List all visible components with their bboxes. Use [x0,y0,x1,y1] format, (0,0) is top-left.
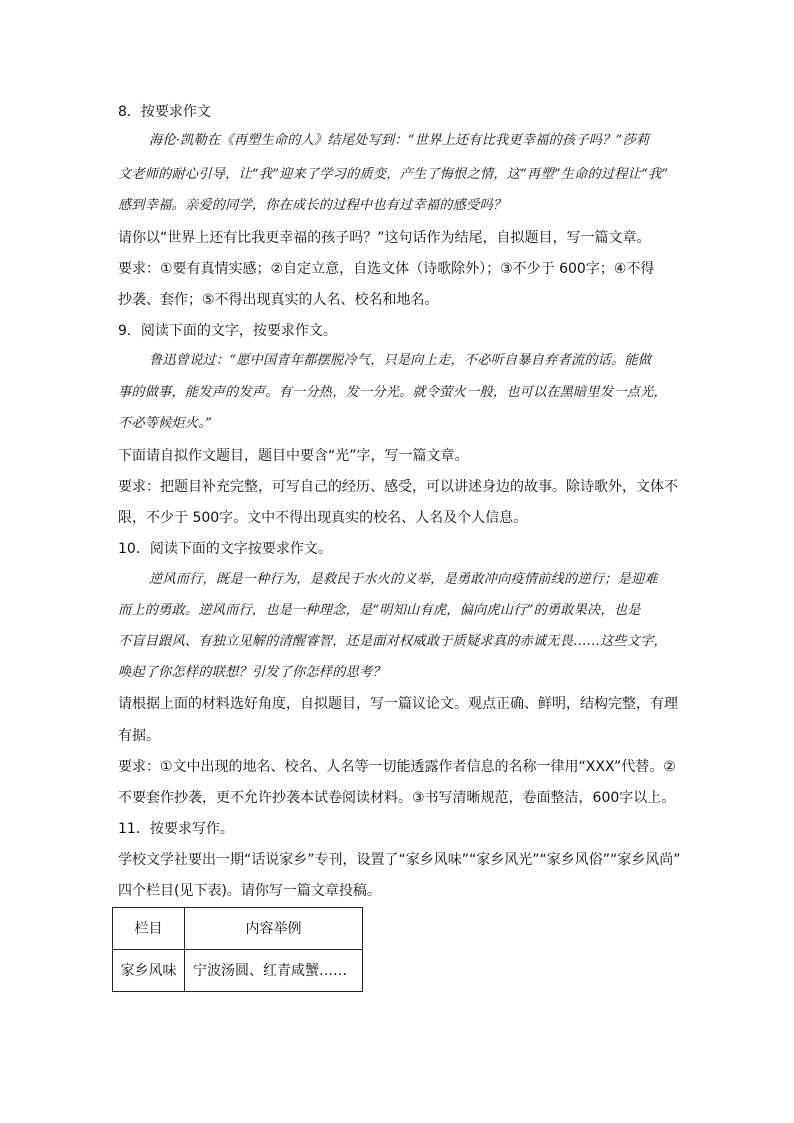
q11-body-line-1: 学校文学社要出一期“话说家乡”专刊，设置了“家乡风味”“家乡风光”“家乡风俗”“家乡风尚” [118,852,681,868]
q9-quote-line-2: 事的做事，能发声的发声。有一分热，发一分光。就令萤火一般，也可以在黑暗里发一点光， [118,385,667,400]
table-header-cell: 内容举例 [185,908,363,950]
q10-requirement-line-1: 要求：①文中出现的地名、校名、人名等一切能透露作者信息的名称一律用“XXX”代替。② [118,759,676,775]
q9-instruction: 下面请自拟作文题目，题目中要含“光”字，写一篇文章。 [118,448,469,464]
table-header-cell: 栏目 [113,908,185,950]
q10-instruction-line-2: 有据。 [118,728,160,744]
q8-requirement-line-1: 要求：①要有真情实感；②自定立意，自选文体（诗歌除外）；③不少于 600字；④不得 [118,261,655,277]
table-row [113,950,363,992]
q8-quote-line-3: 感到幸福。亲爱的同学，你在成长的过程中也有过幸福的感受吗？ [118,198,507,213]
q10-quote-line-4: 唤起了你怎样的联想？引发了你怎样的思考？ [118,665,386,680]
table-cell: 宁波汤圆、红青咸蟹…… [185,950,363,992]
table-cell: 家乡风味 [113,950,185,992]
q8-quote-line-1: 海伦·凯勒在《再塑生命的人》结尾处写到：“世界上还有比我更幸福的孩子吗？”莎莉 [149,133,650,148]
q10-title: 10．阅读下面的文字按要求作文。 [118,541,332,557]
q8-quote-line-2: 文老师的耐心引导，让“我”迎来了学习的质变，产生了悔恨之情，这“再塑”生命的过程让“我” [118,167,669,182]
q9-requirement-line-2: 限，不少于 500字。文中不得出现真实的校名、人名及个人信息。 [118,510,528,526]
q10-quote-line-3: 不盲目跟风、有独立见解的清醒睿智，还是面对权威敢于质疑求真的赤诚无畏……这些文字， [118,634,667,649]
table-header-row [113,908,363,950]
q10-instruction-line-1: 请根据上面的材料选好角度，自拟题目，写一篇议论文。观点正确、鲜明，结构完整，有理 [118,696,678,712]
q8-title: 8．按要求作文 [118,104,211,120]
q9-requirement-line-1: 要求：把题目补充完整，可写自己的经历、感受，可以讲述身边的故事。除诗歌外，文体不 [118,479,678,495]
q11-title: 11．按要求写作。 [118,821,234,837]
q11-body-line-2: 四个栏目(见下表)。请你写一篇文章投稿。 [118,883,381,899]
q8-requirement-line-2: 抄袭、套作；⑤不得出现真实的人名、校名和地名。 [118,292,439,308]
q9-quote-line-1: 鲁迅曾说过：“愿中国青年都摆脱冷气，只是向上走，不必听自暴自弃者流的话。能做 [149,353,652,368]
column-table [112,907,363,992]
q9-title: 9．阅读下面的文字，按要求作文。 [118,323,337,339]
q10-quote-line-1: 逆风而行，既是一种行为，是救民于水火的义举，是勇敢冲向疫情前线的逆行；是迎难 [149,572,658,587]
q9-quote-line-3: 不必等候炬火。” [118,416,213,431]
q10-quote-line-2: 而上的勇敢。逆风而行，也是一种理念，是“明知山有虎，偏向虎山行”的勇敢果决，也是 [118,603,641,618]
q10-requirement-line-2: 不要套作抄袭，更不允许抄袭本试卷阅读材料。③书写清晰规范，卷面整洁，600字以上。 [118,790,676,806]
q8-instruction: 请你以“世界上还有比我更幸福的孩子吗？”这句话作为结尾，自拟题目，写一篇文章。 [118,230,651,246]
